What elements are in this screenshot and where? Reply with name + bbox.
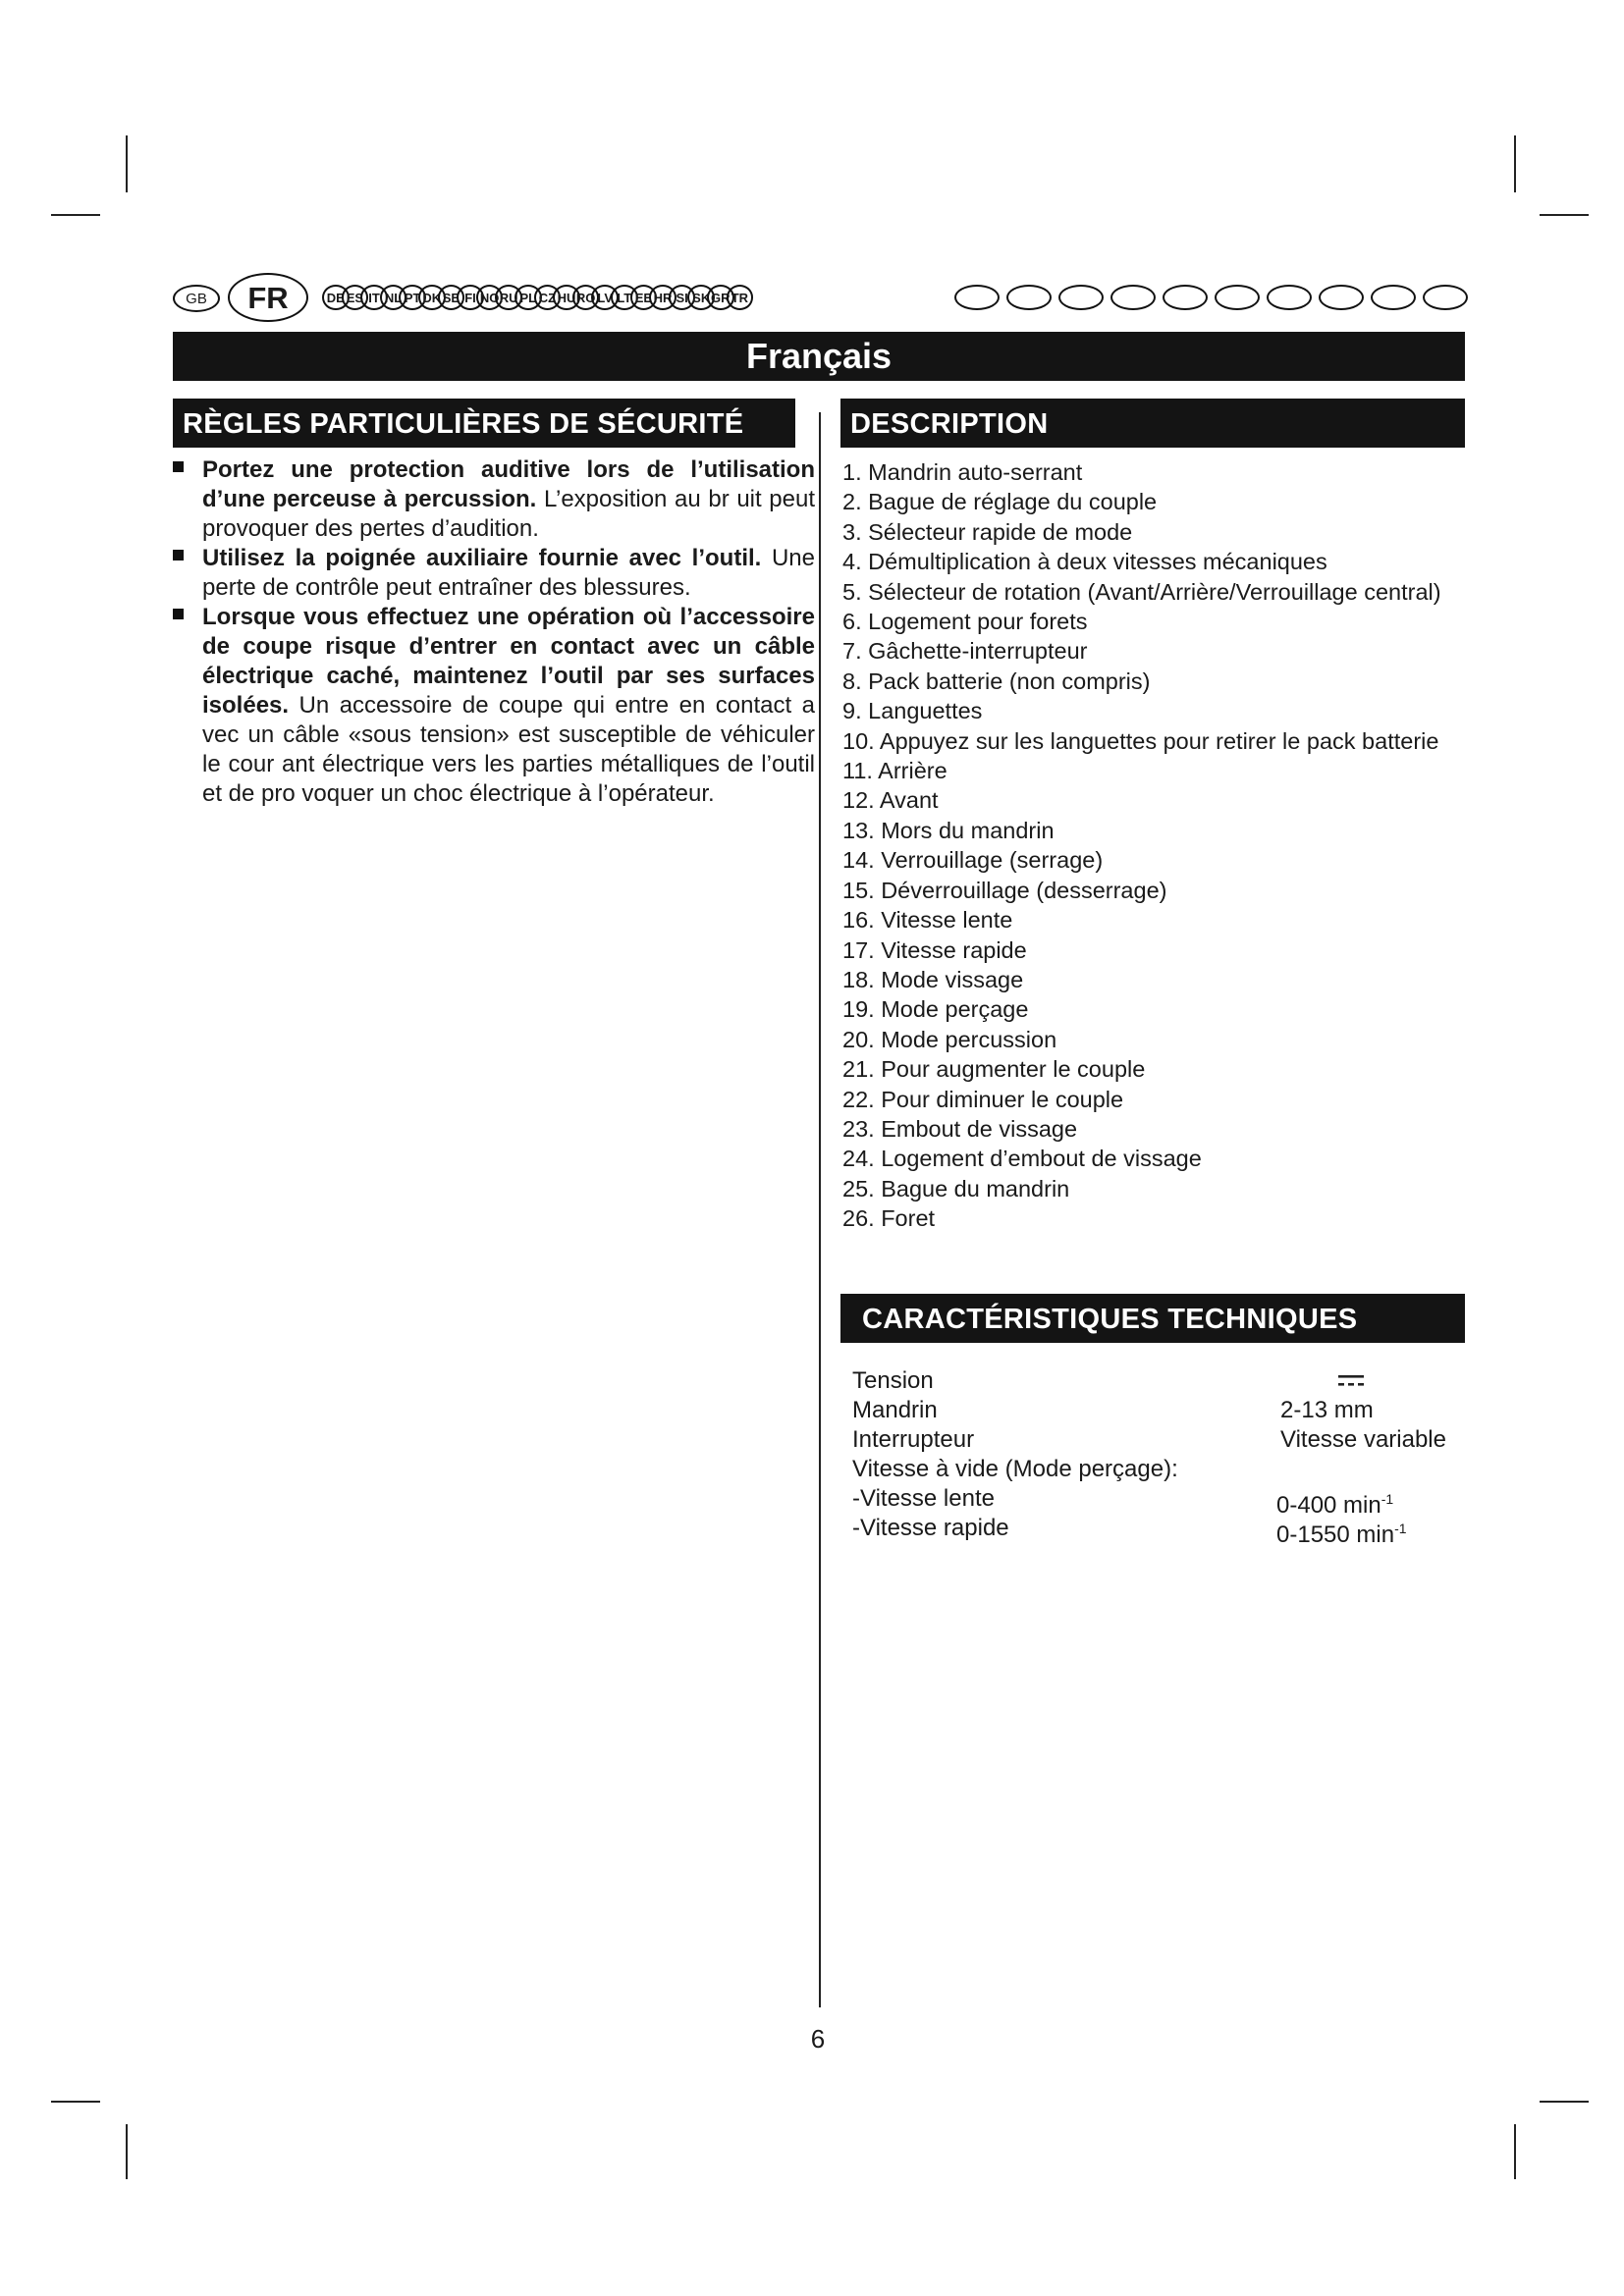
- lang-tab-label: TR: [731, 290, 749, 305]
- safety-heading: RÈGLES PARTICULIÈRES DE SÉCURITÉ: [173, 399, 795, 448]
- lang-tab-empty: [1110, 285, 1156, 310]
- description-item: 19. Mode perçage: [842, 996, 1029, 1023]
- rule-text: Une perte de contrôle peut entraîner des blessures.: [202, 545, 815, 601]
- unit-exponent: -1: [1380, 1491, 1394, 1507]
- description-item: 25. Bague du mandrin: [842, 1175, 1070, 1201]
- crop-mark: [1514, 2124, 1516, 2179]
- spec-row-mandrin: [852, 1396, 1461, 1425]
- crop-mark: [126, 2124, 128, 2179]
- lang-tab-empty: [1058, 285, 1104, 310]
- lang-tab-label: NL: [384, 290, 403, 305]
- lang-tab-label: SK: [692, 290, 711, 305]
- lang-tab-label: IT: [368, 290, 380, 305]
- crop-mark: [51, 2101, 100, 2103]
- lang-tab-empty: [1319, 285, 1364, 310]
- description-item: 15. Déverrouillage (desserrage): [842, 877, 1167, 903]
- description-item: 14. Verrouillage (serrage): [842, 847, 1104, 874]
- description-item: 5. Sélecteur de rotation (Avant/Arrière/Verrouillage central): [842, 578, 1441, 605]
- crop-mark: [1540, 2101, 1589, 2103]
- description-item: 3. Sélecteur rapide de mode: [842, 518, 1133, 545]
- language-banner: Français: [173, 332, 1465, 381]
- spec-label: -Vitesse lente: [852, 1485, 995, 1512]
- lang-tab-fr-label: FR: [247, 280, 289, 315]
- spec-row-lente: [852, 1484, 1461, 1519]
- description-item: 21. Pour augmenter le couple: [842, 1056, 1146, 1083]
- crop-mark: [126, 135, 128, 192]
- lang-tab-label: PT: [404, 290, 421, 305]
- square-bullet-icon: [173, 461, 184, 472]
- lang-tab-fr-active[interactable]: [228, 273, 308, 322]
- lang-tab-label: DE: [326, 290, 345, 305]
- safety-rule: [173, 544, 815, 603]
- spec-value: Vitesse variable: [1280, 1426, 1446, 1453]
- lang-tab-gb-label: GB: [186, 290, 207, 307]
- description-item: 26. Foret: [842, 1205, 936, 1232]
- description-item: 22. Pour diminuer le couple: [842, 1086, 1124, 1112]
- lang-tab-empty: [1006, 285, 1052, 310]
- description-item: 17. Vitesse rapide: [842, 936, 1027, 963]
- page-number: 6: [810, 2024, 826, 2054]
- unit-exponent: -1: [1394, 1521, 1407, 1536]
- safety-rules: [173, 455, 815, 809]
- safety-rule: [173, 455, 815, 544]
- lang-tab-empty: [1267, 285, 1312, 310]
- lang-tab-label: CZ: [538, 290, 557, 305]
- direct-current-icon: [1337, 1372, 1365, 1392]
- spec-value: [1276, 1514, 1407, 1550]
- description-item: 7. Gâchette-interrupteur: [842, 638, 1088, 665]
- specs-heading: CARACTÉRISTIQUES TECHNIQUES: [840, 1294, 1465, 1343]
- lang-tab-empty: [1423, 285, 1468, 310]
- lang-tab-label: DK: [422, 290, 442, 305]
- spec-label: Tension: [852, 1367, 934, 1394]
- spec-value-text: 0-400 min: [1276, 1492, 1381, 1519]
- spec-label: Mandrin: [852, 1397, 938, 1423]
- lang-tab-empty: [1163, 285, 1208, 310]
- lang-tab-label: SE: [442, 290, 460, 305]
- description-item: 2. Bague de réglage du couple: [842, 489, 1158, 515]
- lang-tab-label: LT: [617, 290, 632, 305]
- description-heading: DESCRIPTION: [840, 399, 1465, 448]
- lang-tab-label: EE: [634, 290, 653, 305]
- description-item: 23. Embout de vissage: [842, 1115, 1078, 1142]
- lang-tab-empty: [954, 285, 1000, 310]
- rule-bold-text: Portez une protection auditive lors de l’utilisation d’une perceuse à percussion.: [202, 456, 815, 512]
- crop-mark: [1540, 214, 1589, 216]
- safety-rule: [173, 603, 815, 809]
- description-item: 12. Avant: [842, 787, 939, 814]
- lang-tab-label: ES: [346, 290, 364, 305]
- description-item: 10. Appuyez sur les languettes pour retirer le pack batterie: [842, 727, 1439, 754]
- rule-bold-text: Utilisez la poignée auxiliaire fournie avec l’outil.: [202, 545, 762, 571]
- description-item: 4. Démultiplication à deux vitesses mécaniques: [842, 549, 1327, 575]
- lang-tab-label: HR: [653, 290, 673, 305]
- spec-label: Vitesse à vide (Mode perçage):: [852, 1456, 1178, 1482]
- description-item: 20. Mode percussion: [842, 1026, 1057, 1052]
- lang-tab-label: SI: [676, 290, 688, 305]
- spec-label: -Vitesse rapide: [852, 1515, 1009, 1541]
- lang-tab-gb[interactable]: [173, 285, 220, 312]
- lang-tab-empty: [1215, 285, 1260, 310]
- rule-text: Un accessoire de coupe qui entre en contact a vec un câble «sous tension» est susceptible de véhiculer le cour ant électrique vers les parties métalliques de l’outil et de pro voquer un choc électrique à l’opérateur.: [202, 692, 815, 807]
- description-item: 16. Vitesse lente: [842, 907, 1013, 934]
- spec-row-rapide: [852, 1514, 1461, 1548]
- description-item: 18. Mode vissage: [842, 966, 1024, 992]
- lang-tab-label: RO: [575, 290, 596, 305]
- lang-tab-label: GR: [711, 290, 731, 305]
- lang-tab-empty: [1371, 285, 1416, 310]
- crop-mark: [51, 214, 100, 216]
- description-item: 8. Pack batterie (non compris): [842, 667, 1151, 694]
- description-item: 13. Mors du mandrin: [842, 817, 1055, 843]
- column-divider: [819, 412, 821, 2007]
- lang-tab-label: FI: [464, 290, 476, 305]
- language-selector: [173, 273, 1469, 322]
- lang-tab-tr[interactable]: [727, 285, 754, 310]
- description-item: 9. Languettes: [842, 698, 983, 724]
- description-list: [842, 457, 1471, 1234]
- spec-row-interrupteur: [852, 1425, 1461, 1455]
- description-item: 1. Mandrin auto-serrant: [842, 459, 1083, 485]
- lang-tab-label: RU: [499, 290, 518, 305]
- spec-label: Interrupteur: [852, 1426, 975, 1453]
- specs-table: [852, 1366, 1461, 1548]
- lang-tab-label: LV: [597, 290, 614, 305]
- spec-row-vitesse: [852, 1455, 1461, 1484]
- description-item: 24. Logement d’embout de vissage: [842, 1146, 1202, 1172]
- rule-text: L’exposition au br uit peut provoquer des pertes d’audition.: [202, 486, 816, 542]
- spec-value-text: 0-1550 min: [1276, 1522, 1395, 1548]
- rule-bold-text: Lorsque vous effectuez une opération où l’accessoire de coupe risque d’entrer en contact avec un câble électrique caché, maintenez l’outil par ses surfaces isolées.: [202, 604, 815, 719]
- lang-tab-label: PL: [519, 290, 537, 305]
- description-item: 6. Logement pour forets: [842, 609, 1088, 635]
- crop-mark: [1514, 135, 1516, 192]
- description-item: 11. Arrière: [842, 758, 947, 784]
- lang-tab-label: NO: [479, 290, 500, 305]
- spec-row-tension: [852, 1366, 1461, 1396]
- square-bullet-icon: [173, 550, 184, 561]
- spec-value: 2-13 mm: [1280, 1397, 1374, 1423]
- lang-tab-label: HU: [557, 290, 576, 305]
- square-bullet-icon: [173, 609, 184, 619]
